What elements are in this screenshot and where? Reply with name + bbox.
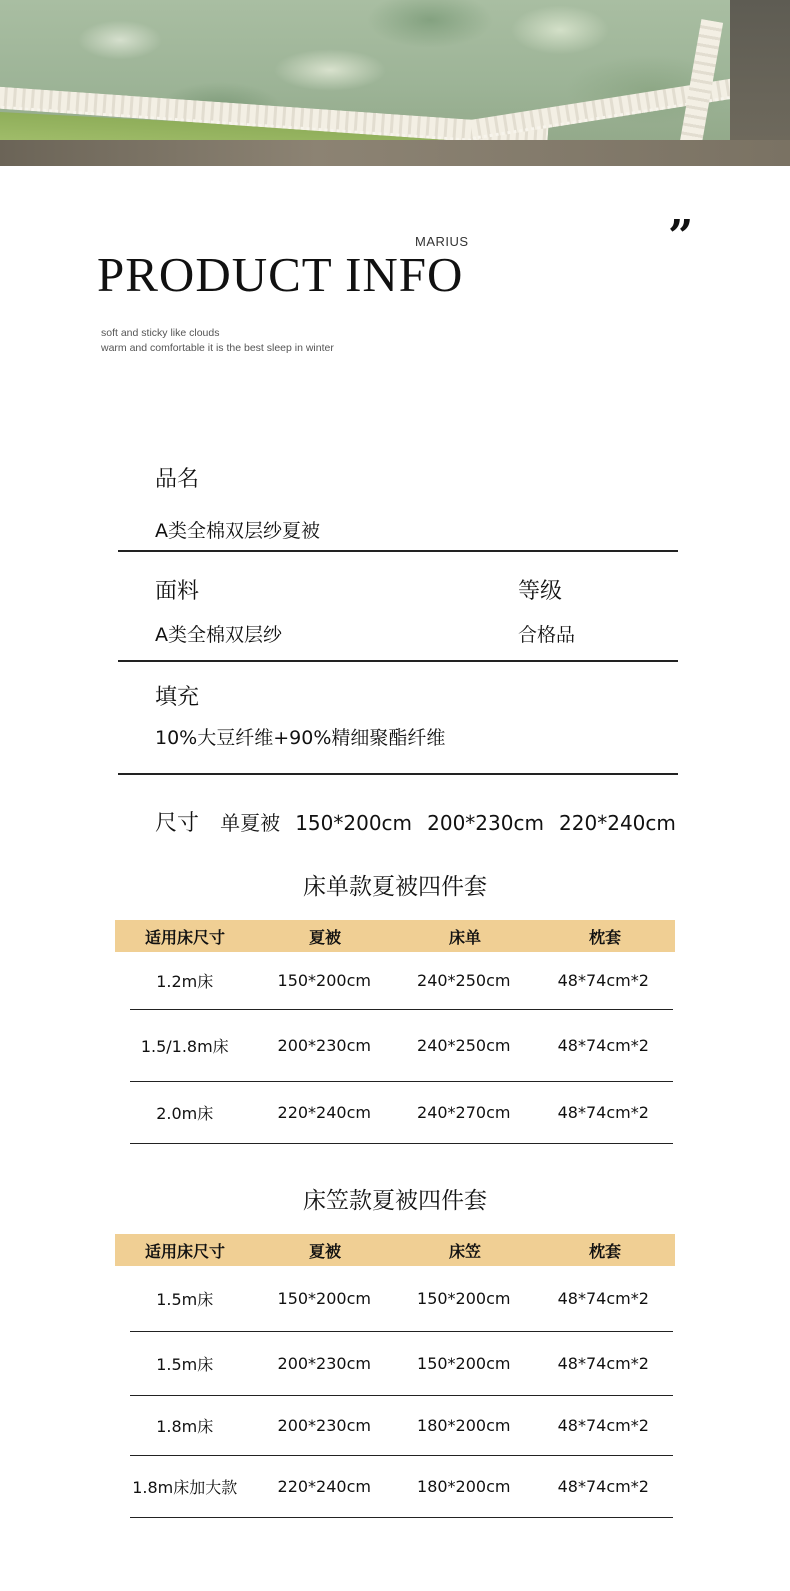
table-cell: 200*230cm	[277, 1036, 371, 1055]
table-cell: 48*74cm*2	[557, 1477, 649, 1496]
table-cell: 1.2m床	[156, 972, 214, 991]
grade-label: 等级	[518, 579, 563, 604]
header-cell: 适用床尺寸	[144, 927, 225, 947]
table-row	[130, 1396, 673, 1456]
header-cell: 床单	[448, 927, 481, 947]
table-cell: 48*74cm*2	[557, 1354, 649, 1373]
table-cell: 220*240cm	[277, 1477, 371, 1496]
table-cell: 1.5/1.8m床	[140, 1037, 229, 1056]
grade-value: 合格品	[518, 624, 576, 646]
table-cell: 48*74cm*2	[557, 1289, 649, 1308]
table-cell: 1.8m床加大款	[132, 1478, 238, 1497]
header-cell: 床笠	[448, 1241, 481, 1261]
name-value: A类全棉双层纱夏被	[155, 520, 320, 542]
table-cell: 240*250cm	[417, 971, 511, 990]
table-cell: 1.5m床	[156, 1355, 214, 1374]
table-fitted	[115, 1234, 675, 1518]
table-cell: 1.5m床	[156, 1290, 214, 1309]
product-photo	[0, 0, 790, 166]
table-row	[130, 952, 673, 1010]
tagline-line-1: soft and sticky like clouds	[101, 327, 220, 339]
filling-value: 10%大豆纤维+90%精细聚酯纤维	[155, 727, 446, 749]
divider	[118, 660, 678, 662]
table-cell: 1.8m床	[156, 1417, 214, 1436]
table-cell: 48*74cm*2	[557, 1103, 649, 1122]
table-cell: 150*200cm	[277, 971, 371, 990]
header-cell: 适用床尺寸	[144, 1241, 225, 1261]
table-cell: 48*74cm*2	[557, 1416, 649, 1435]
table-row	[130, 1010, 673, 1082]
table-cell: 200*230cm	[277, 1416, 371, 1435]
table-cell: 150*200cm	[277, 1289, 371, 1308]
table-cell: 220*240cm	[277, 1103, 371, 1122]
size-option: 150*200cm	[295, 811, 413, 835]
table-cell: 48*74cm*2	[557, 971, 649, 990]
table-row	[130, 1332, 673, 1396]
table-row	[130, 1456, 673, 1518]
size-label: 尺寸	[155, 811, 200, 836]
header-cell: 枕套	[588, 927, 621, 947]
brand-label: MARIUS	[415, 234, 469, 249]
table-cell: 150*200cm	[417, 1354, 511, 1373]
tagline-line-2: warm and comfortable it is the best sleep in winter	[101, 342, 334, 354]
table-header	[115, 1234, 675, 1266]
size-prefix: 单夏被	[220, 811, 281, 835]
table-cell: 240*270cm	[417, 1103, 511, 1122]
quote-mark-icon: ”	[668, 211, 694, 262]
size-line	[155, 806, 686, 837]
table-cell: 240*250cm	[417, 1036, 511, 1055]
table-cell: 180*200cm	[417, 1477, 511, 1496]
name-label: 品名	[155, 467, 200, 492]
page-title: PRODUCT INFO	[97, 247, 464, 302]
table-cell: 180*200cm	[417, 1416, 511, 1435]
divider	[118, 550, 678, 552]
table-header	[115, 920, 675, 952]
table-cell: 2.0m床	[156, 1104, 214, 1123]
fabric-label: 面料	[155, 579, 200, 604]
table-cell: 48*74cm*2	[557, 1036, 649, 1055]
tagline	[101, 326, 334, 356]
table-row	[130, 1266, 673, 1332]
room-corner	[730, 0, 790, 150]
table-row	[130, 1082, 673, 1144]
fabric-value: A类全棉双层纱	[155, 624, 282, 646]
table-cell: 150*200cm	[417, 1289, 511, 1308]
table-fitted-title: 床笠款夏被四件套	[303, 1188, 487, 1214]
header-cell: 夏被	[308, 927, 341, 947]
filling-label: 填充	[155, 685, 200, 710]
table-cell: 200*230cm	[277, 1354, 371, 1373]
header-cell: 枕套	[588, 1241, 621, 1261]
size-option: 200*230cm	[427, 811, 544, 835]
header-cell: 夏被	[308, 1241, 341, 1261]
size-option: 220*240cm	[559, 811, 676, 835]
table-flat-title: 床单款夏被四件套	[303, 874, 487, 900]
floor	[0, 140, 790, 166]
divider	[118, 773, 678, 775]
table-flat	[115, 920, 675, 1144]
